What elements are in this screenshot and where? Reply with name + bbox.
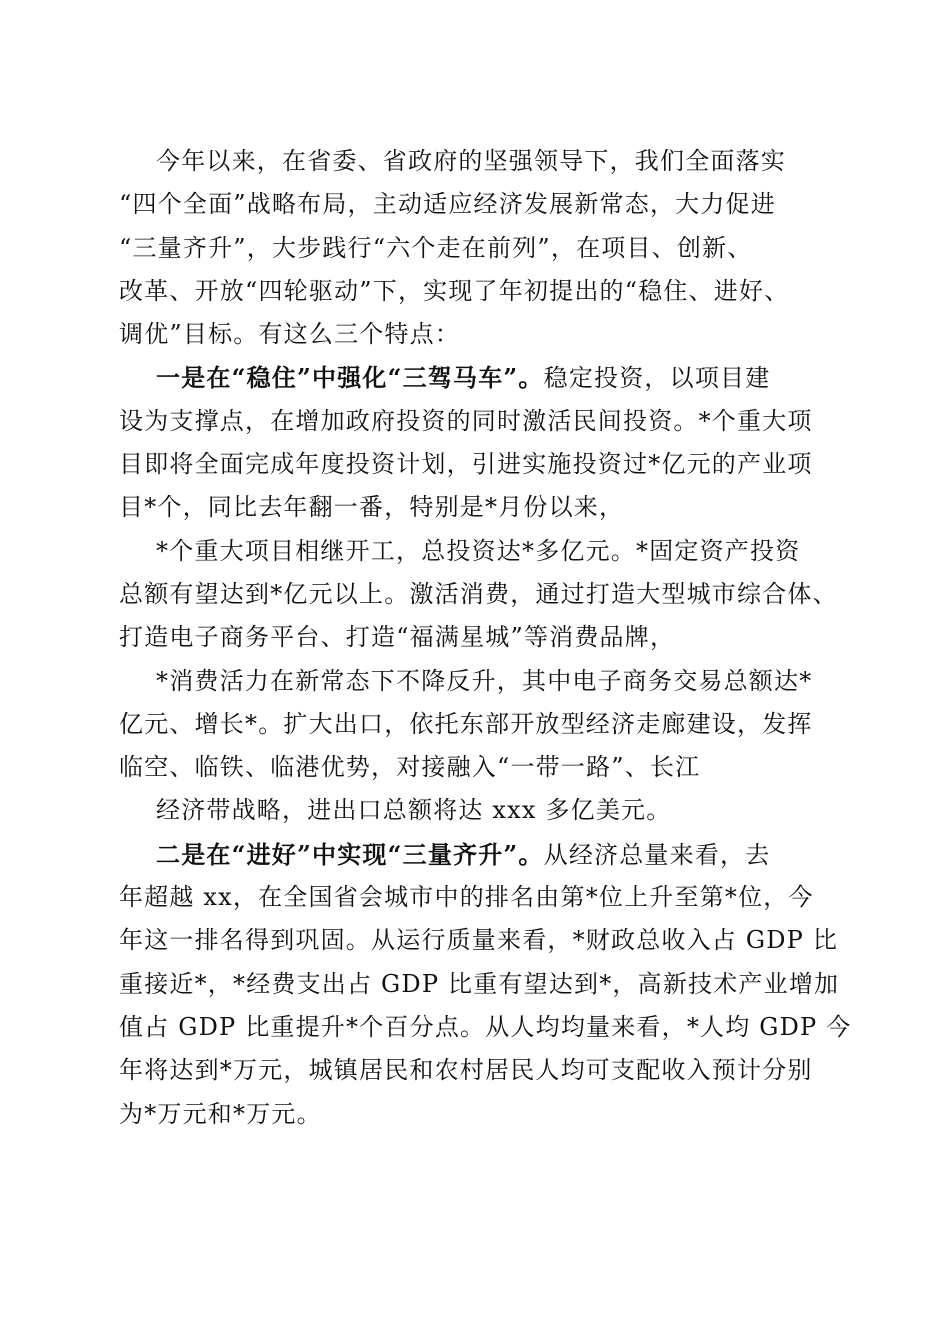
paragraph-intro <box>119 140 849 356</box>
point-one-heading: 一是在“稳住”中强化“三驾马车”。 <box>156 363 544 393</box>
document-body <box>119 140 852 1136</box>
text-line: 目即将全面完成年度投资计划，引进实施投资过*亿元的产业项 <box>119 450 813 479</box>
text-line: 今年以来，在省委、省政府的坚强领导下，我们全面落实 <box>156 147 786 175</box>
text-line: 年超越 xx，在全国省会城市中的排名由第*位上升至第*位，今 <box>119 883 814 912</box>
text-line: “四个全面”战略布局，主动适应经济发展新常态，大力促进 <box>119 190 776 219</box>
paragraph-point-one-cont-a <box>119 530 849 660</box>
text-line: 设为支撑点，在增加政府投资的同时激活民间投资。*个重大项 <box>119 406 813 435</box>
text-line: 改革、开放“四轮驱动”下，实现了年初提出的“稳住、进好、 <box>119 276 790 305</box>
text-run: 从经济总量来看，去 <box>543 840 771 869</box>
text-line: 年将达到*万元，城镇居民和农村居民人均可支配收入预计分别 <box>119 1056 813 1085</box>
paragraph-point-one-cont-b <box>119 660 849 790</box>
paragraph-point-one-cont-c <box>119 789 849 832</box>
text-line <box>119 356 849 399</box>
text-line: 调优”目标。有这么三个特点： <box>119 320 461 349</box>
paragraph-point-one <box>119 356 849 529</box>
text-line: 经济带战略，进出口总额将达 xxx 多亿美元。 <box>156 796 672 825</box>
point-two-heading: 二是在“进好”中实现“三量齐升”。 <box>156 839 544 869</box>
text-line: 重接近*，*经费支出占 GDP 比重有望达到*，高新技术产业增加 <box>119 969 840 998</box>
text-line: *个重大项目相继开工，总投资达*多亿元。*固定资产投资 <box>156 536 801 565</box>
paragraph-point-two <box>119 833 852 1136</box>
text-line: “三量齐升”，大步践行“六个走在前列”，在项目、创新、 <box>119 233 753 262</box>
text-line: 目*个，同比去年翻一番，特别是*月份以来， <box>119 493 625 522</box>
text-line: 值占 GDP 比重提升*个百分点。从人均均量来看，*人均 GDP 今 <box>119 1012 852 1041</box>
text-line: 为*万元和*万元。 <box>119 1099 322 1128</box>
text-run: 稳定投资，以项目建 <box>543 364 771 393</box>
text-line: *消费活力在新常态下不降反升，其中电子商务交易总额达* <box>156 666 813 695</box>
text-line: 年这一排名得到巩固。从运行质量来看，*财政总收入占 GDP 比 <box>119 926 839 955</box>
text-line: 总额有望达到*亿元以上。激活消费，通过打造大型城市综合体、 <box>119 579 838 608</box>
text-line: 亿元、增长*。扩大出口，依托东部开放型经济走廊建设，发挥 <box>119 709 813 738</box>
text-line: 打造电子商务平台、打造“福满星城”等消费品牌， <box>119 623 676 652</box>
text-line <box>119 833 849 876</box>
text-line: 临空、临铁、临港优势，对接融入“一带一路”、长江 <box>119 753 701 782</box>
